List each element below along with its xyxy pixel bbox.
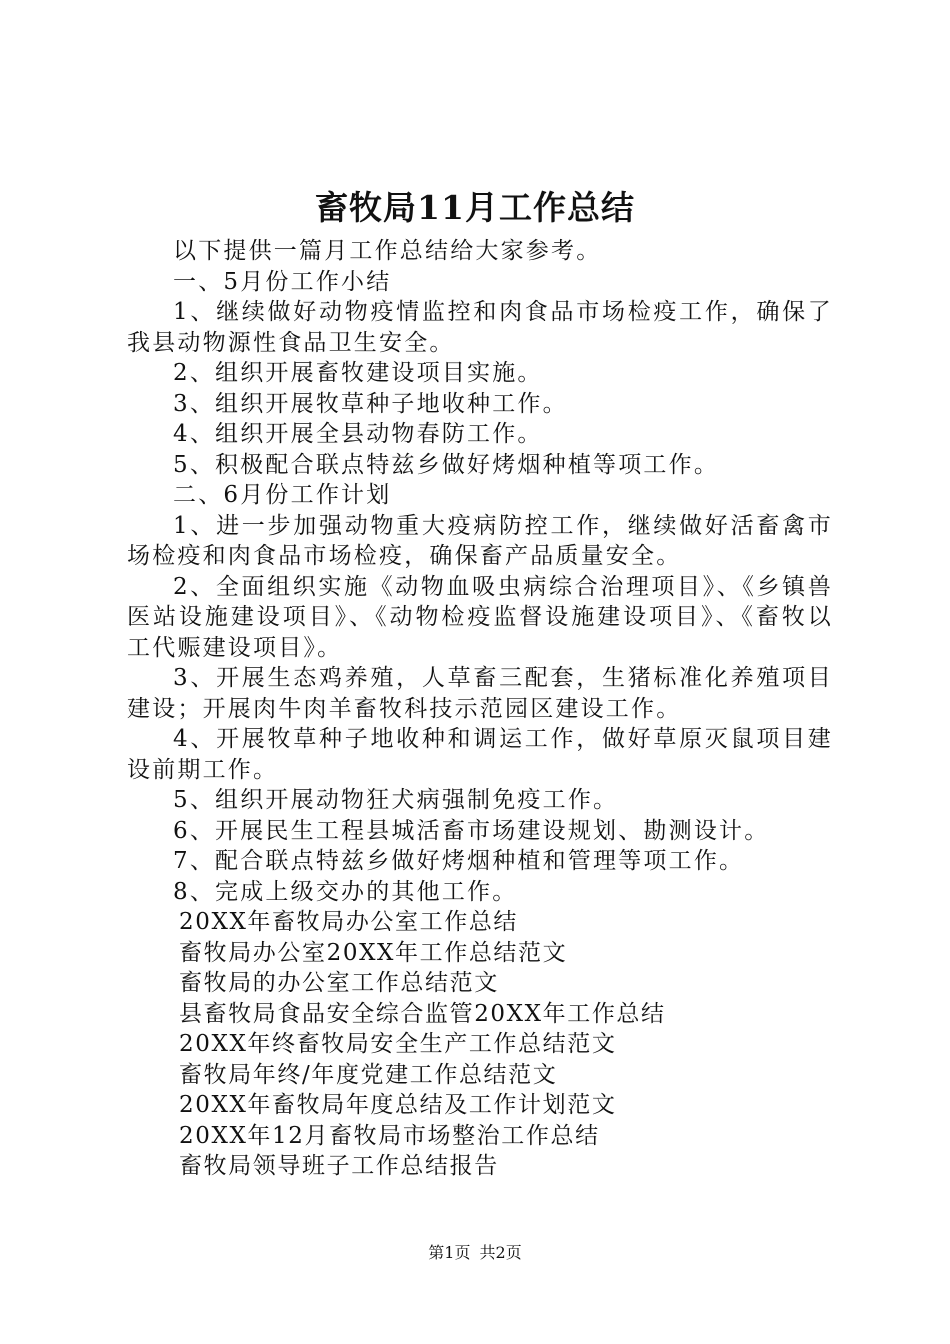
plan-item-3: 3、开展生态鸡养殖，人草畜三配套，生猪标准化养殖项目建设；开展肉牛肉羊畜牧科技示范园区建设工作。	[127, 665, 833, 722]
related-link: 20XX年终畜牧局安全生产工作总结范文	[179, 1031, 617, 1057]
intro-paragraph: 以下提供一篇月工作总结给大家参考。	[173, 238, 602, 264]
document-body	[127, 236, 833, 1182]
plan-item-5: 5、组织开展动物狂犬病强制免疫工作。	[173, 787, 619, 813]
section-heading-may-summary: 一、5月份工作小结	[173, 268, 392, 295]
related-link: 畜牧局的办公室工作总结范文	[179, 970, 499, 996]
plan-item-8: 8、完成上级交办的其他工作。	[173, 878, 518, 905]
page-title: 畜牧局11月工作总结	[315, 188, 635, 227]
plan-item-6: 6、开展民生工程县城活畜市场建设规划、勘测设计。	[173, 817, 770, 844]
summary-item-2: 2、组织开展畜牧建设项目实施。	[173, 360, 543, 386]
related-link: 20XX年畜牧局年度总结及工作计划范文	[179, 1092, 617, 1118]
related-link: 县畜牧局食品安全综合监管20XX年工作总结	[179, 1000, 666, 1027]
page-number: 第1页	[428, 1243, 471, 1262]
plan-item-7: 7、配合联点特兹乡做好烤烟种植和管理等项工作。	[173, 848, 745, 874]
summary-item-4: 4、组织开展全县动物春防工作。	[173, 421, 543, 447]
related-link: 20XX年畜牧局办公室工作总结	[179, 909, 519, 935]
section-heading-june-plan: 二、6月份工作计划	[173, 482, 392, 508]
plan-item-4: 4、开展牧草种子地收种和调运工作，做好草原灭鼠项目建设前期工作。	[127, 726, 833, 783]
related-link: 畜牧局年终/年度党建工作总结范文	[179, 1061, 558, 1088]
related-link: 畜牧局办公室20XX年工作总结范文	[179, 939, 568, 966]
summary-item-1: 1、继续做好动物疫情监控和肉食品市场检疫工作，确保了我县动物源性食品卫生安全。	[127, 299, 833, 356]
related-link: 畜牧局领导班子工作总结报告	[179, 1153, 499, 1179]
summary-item-3: 3、组织开展牧草种子地收种工作。	[173, 390, 568, 417]
page-footer	[0, 1241, 950, 1265]
plan-item-1: 1、进一步加强动物重大疫病防控工作，继续做好活畜禽市场检疫和肉食品市场检疫，确保畜产品质量安全。	[127, 512, 833, 569]
related-link: 20XX年12月畜牧局市场整治工作总结	[179, 1122, 600, 1149]
summary-item-5: 5、积极配合联点特兹乡做好烤烟种植等项工作。	[173, 451, 720, 478]
plan-item-2: 2、全面组织实施《动物血吸虫病综合治理项目》、《乡镇兽医站设施建设项目》、《动物检疫监督设施建设项目》、《畜牧以工代赈建设项目》。	[127, 573, 833, 661]
page-total: 共2页	[479, 1243, 522, 1262]
